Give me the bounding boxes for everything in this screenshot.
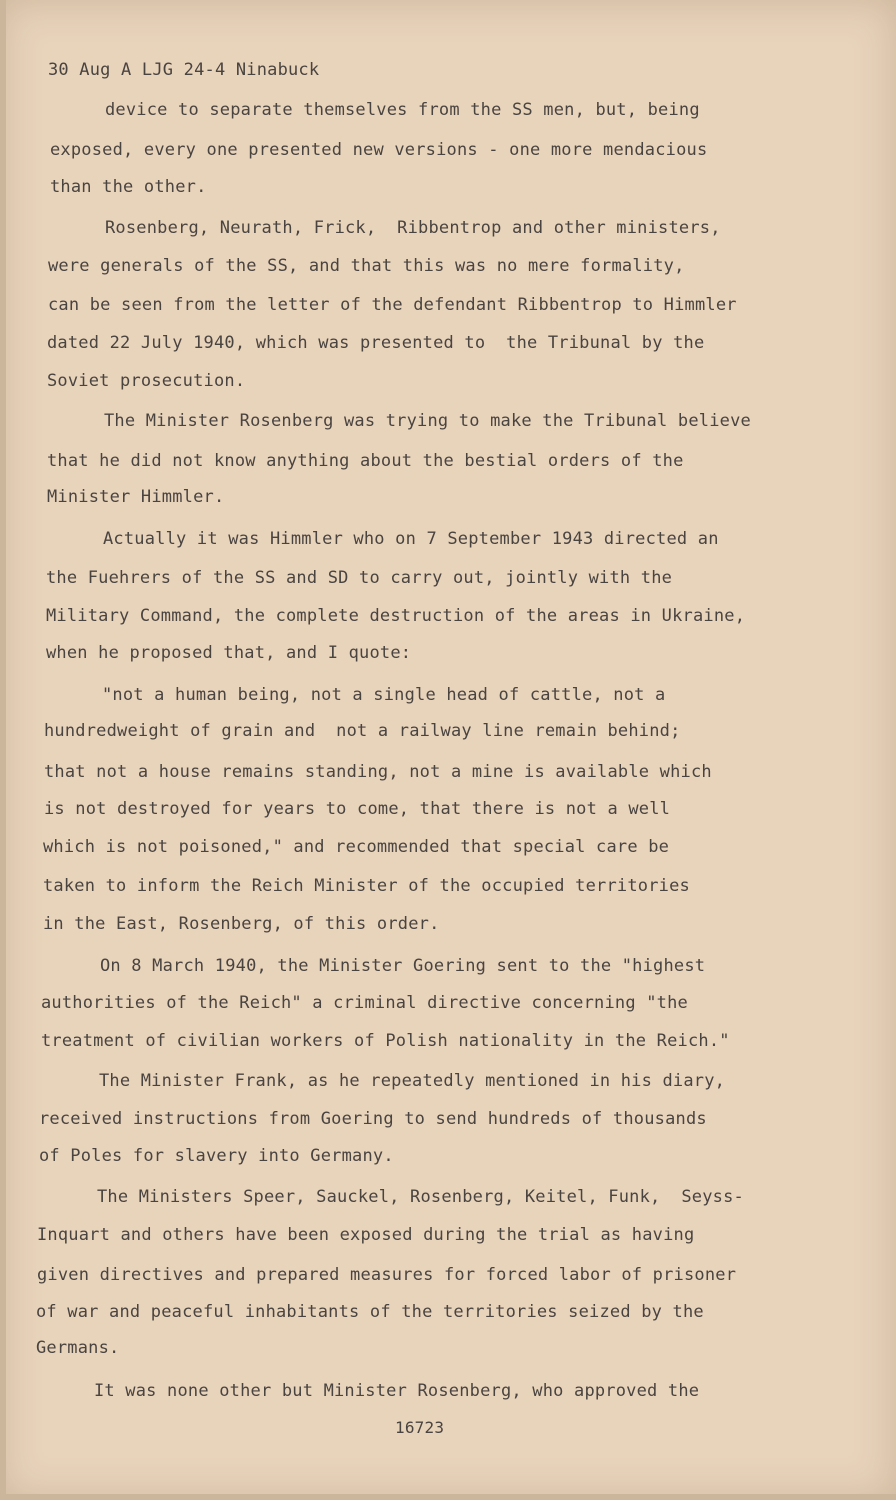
text-line: The Minister Frank, as he repeatedly mentioned in his diary, [99,1071,726,1091]
text-line: exposed, every one presented new versions - one more mendacious [50,140,708,160]
page-header: 30 Aug A LJG 24-4 Ninabuck [48,60,320,80]
text-line: treatment of civilian workers of Polish nationality in the Reich." [41,1031,730,1051]
text-line: dated 22 July 1940, which was presented to the Tribunal by the [47,333,705,353]
text-line: The Ministers Speer, Sauckel, Rosenberg, Keitel, Funk, Seyss- [97,1187,744,1207]
text-line: were generals of the SS, and that this was no mere formality, [48,256,685,276]
text-line: of war and peaceful inhabitants of the territories seized by the [36,1302,704,1322]
text-line: than the other. [50,177,207,197]
text-line: hundredweight of grain and not a railway line remain behind; [44,721,681,741]
text-line: device to separate themselves from the SS men, but, being [105,100,700,120]
text-line: Rosenberg, Neurath, Frick, Ribbentrop and other ministers, [105,218,721,238]
text-line: Minister Himmler. [47,487,225,507]
text-line: the Fuehrers of the SS and SD to carry out, jointly with the [46,568,673,588]
text-line: received instructions from Goering to send hundreds of thousands [39,1109,707,1129]
text-line: when he proposed that, and I quote: [46,643,412,663]
text-line: Germans. [36,1338,120,1358]
text-line: which is not poisoned," and recommended that special care be [43,837,670,857]
text-line: The Minister Rosenberg was trying to make the Tribunal believe [104,411,751,431]
text-line: It was none other but Minister Rosenberg, who approved the [94,1381,700,1401]
page-number: 16723 [395,1418,445,1437]
text-line: that he did not know anything about the bestial orders of the [47,451,684,471]
text-line: Military Command, the complete destruction of the areas in Ukraine, [46,606,746,626]
text-line: Soviet prosecution. [47,371,246,391]
text-line: taken to inform the Reich Minister of the occupied territories [43,876,690,896]
text-line: of Poles for slavery into Germany. [39,1146,394,1166]
text-line: Inquart and others have been exposed during the trial as having [37,1225,695,1245]
text-line: given directives and prepared measures for forced labor of prisoner [37,1265,737,1285]
text-line: that not a house remains standing, not a mine is available which [44,762,712,782]
text-line: authorities of the Reich" a criminal directive concerning "the [41,993,688,1013]
text-line: can be seen from the letter of the defendant Ribbentrop to Himmler [48,295,737,315]
text-line: Actually it was Himmler who on 7 September 1943 directed an [103,529,719,549]
text-line: is not destroyed for years to come, that there is not a well [44,799,671,819]
text-line: in the East, Rosenberg, of this order. [43,914,440,934]
text-line: On 8 March 1940, the Minister Goering sent to the "highest [100,956,706,976]
text-line: "not a human being, not a single head of cattle, not a [102,685,666,705]
